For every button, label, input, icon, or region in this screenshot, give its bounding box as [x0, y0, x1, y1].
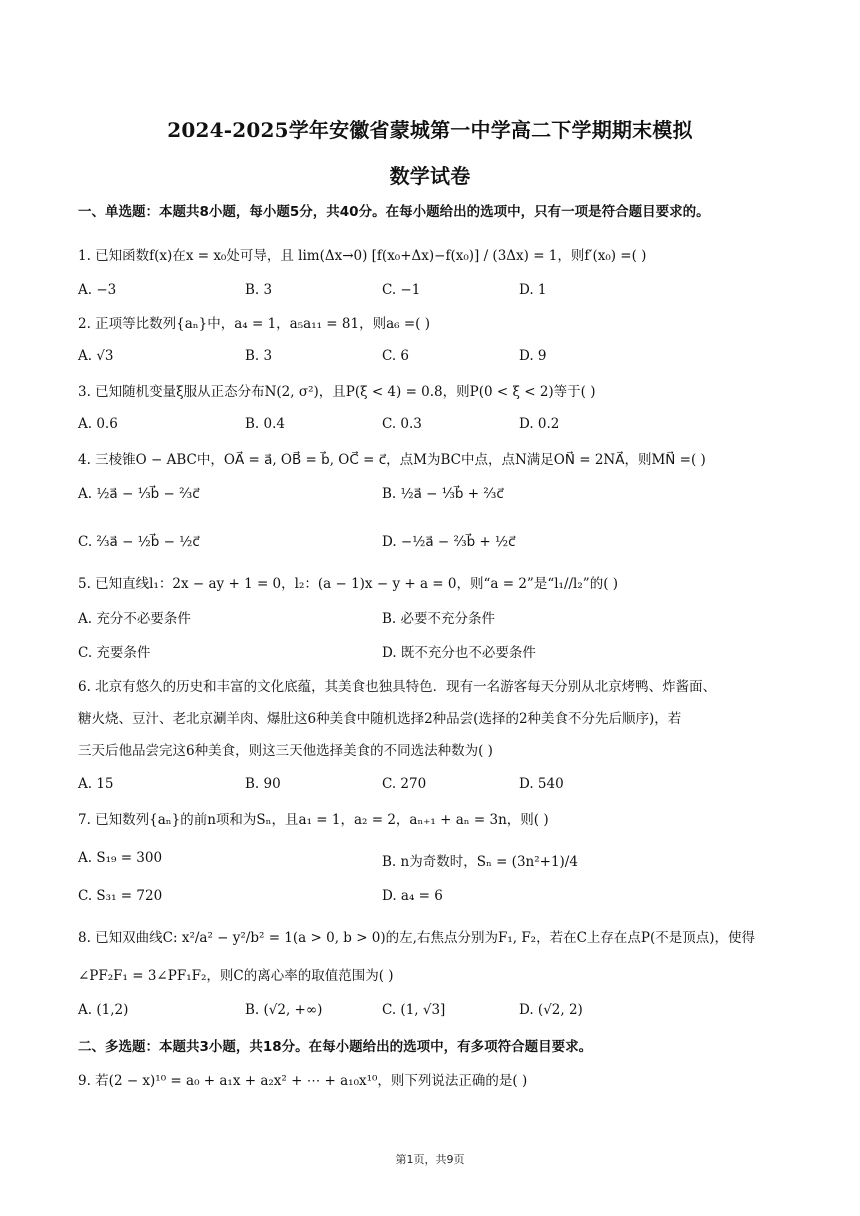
- question-5-options-row2: [78, 641, 793, 663]
- option-c: C. −1: [382, 282, 421, 298]
- option-d: D. 540: [519, 776, 564, 792]
- option-d: D. 0.2: [519, 416, 560, 432]
- option-d: D. 9: [519, 348, 547, 364]
- option-d: D. 1: [519, 282, 547, 298]
- question-6-stem-line-1: 6. 北京有悠久的历史和丰富的文化底蕴，其美食也独具特色．现有一名游客每天分别从北京烤鸭、炸酱面、: [78, 679, 717, 695]
- question-6-stem-line-2: 糖火烧、豆汁、老北京涮羊肉、爆肚这6种美食中随机选择2种品尝(选择的2种美食不分先后顺序)，若: [78, 711, 682, 727]
- question-4-stem: 4. 三棱锥O − ABC中，OA⃗ = a⃗, OB⃗ = b⃗, OC⃗ = c⃗，点M为BC中点，点N满足ON⃗ = 2NA⃗，则MN⃗ =( ): [78, 452, 706, 468]
- section-heading-multiple-choice: 二、多选题：本题共3小题，共18分。在每小题给出的选项中，有多项符合题目要求。: [78, 1039, 593, 1055]
- option-c: C. 充要条件: [78, 645, 151, 661]
- option-a: A. −3: [78, 282, 117, 298]
- option-d: D. −½a⃗ − ⅔b⃗ + ½c⃗: [382, 534, 516, 550]
- option-d: D. 既不充分也不必要条件: [382, 645, 536, 661]
- option-d: D. (√2, 2): [519, 1002, 583, 1018]
- page-title: 2024-2025学年安徽省蒙城第一中学高二下学期期末模拟: [167, 118, 693, 142]
- option-b: B. (√2, +∞): [245, 1002, 323, 1018]
- page-footer: 第1页，共9页: [395, 1153, 465, 1166]
- question-5-stem: 5. 已知直线l₁：2x − ay + 1 = 0，l₂：(a − 1)x − y + a = 0，则“a = 2”是“l₁//l₂”的( ): [78, 576, 619, 592]
- option-c: C. ⅔a⃗ − ½b⃗ − ½c⃗: [78, 534, 200, 550]
- question-8-stem-line-1: 8. 已知双曲线C: x²/a² − y²/b² = 1(a > 0, b > 0)的左,右焦点分别为F₁, F₂，若在C上存在点P(不是顶点)，使得: [78, 930, 756, 946]
- option-c: C. 6: [382, 348, 410, 364]
- option-c: C. (1, √3]: [382, 1002, 446, 1018]
- option-b: B. 3: [245, 348, 273, 364]
- question-7-options-row2: [78, 888, 793, 910]
- page-subtitle: 数学试卷: [389, 164, 471, 188]
- option-a: A. √3: [78, 348, 114, 364]
- option-b: B. 0.4: [245, 416, 285, 432]
- question-3-stem: 3. 已知随机变量ξ服从正态分布N(2, σ²)，且P(ξ < 4) = 0.8，则P(0 < ξ < 2)等于( ): [78, 384, 596, 400]
- question-4-options-row1: [78, 486, 793, 508]
- option-b: B. 3: [245, 282, 273, 298]
- question-2-stem: 2. 正项等比数列{aₙ}中，a₄ = 1，a₅a₁₁ = 81，则a₆ =( ): [78, 316, 430, 332]
- question-2-options: [78, 348, 793, 370]
- option-a: A. 充分不必要条件: [78, 611, 191, 627]
- question-8-stem-line-2: ∠PF₂F₁ = 3∠PF₁F₂，则C的离心率的取值范围为( ): [78, 968, 394, 984]
- option-c: C. S₃₁ = 720: [78, 888, 163, 904]
- option-c: C. 270: [382, 776, 427, 792]
- question-9-stem: 9. 若(2 − x)¹⁰ = a₀ + a₁x + a₂x² + ⋯ + a₁₀x¹⁰，则下列说法正确的是( ): [78, 1073, 528, 1089]
- option-a: A. (1,2): [78, 1002, 129, 1018]
- question-6-stem-line-3: 三天后他品尝完这6种美食，则这三天他选择美食的不同选法种数为( ): [78, 743, 493, 759]
- option-b: B. n为奇数时，Sₙ = (3n²+1)/4: [382, 854, 578, 870]
- option-a: A. S₁₉ = 300: [78, 850, 163, 866]
- question-1-stem: 1. 已知函数f(x)在x = x₀处可导，且 lim(Δx→0) [f(x₀+Δx)−f(x₀)] / (3Δx) = 1，则f′(x₀) =( ): [78, 248, 647, 264]
- question-7-stem: 7. 已知数列{aₙ}的前n项和为Sₙ，且a₁ = 1，a₂ = 2，aₙ₊₁ + aₙ = 3n，则( ): [78, 812, 549, 828]
- question-5-options-row1: [78, 607, 793, 629]
- option-a: A. 15: [78, 776, 114, 792]
- option-a: A. 0.6: [78, 416, 118, 432]
- question-1-options: [78, 282, 793, 304]
- option-d: D. a₄ = 6: [382, 888, 443, 904]
- question-7-options-row1: [78, 850, 793, 872]
- option-b: B. 必要不充分条件: [382, 611, 496, 627]
- option-c: C. 0.3: [382, 416, 422, 432]
- option-b: B. 90: [245, 776, 281, 792]
- question-3-options: [78, 416, 793, 438]
- question-4-options-row2: [78, 534, 793, 556]
- option-b: B. ½a⃗ − ⅓b⃗ + ⅔c⃗: [382, 486, 504, 502]
- question-8-options: [78, 1002, 793, 1024]
- section-heading-single-choice: 一、单选题：本题共8小题，每小题5分，共40分。在每小题给出的选项中，只有一项是符合题目要求的。: [78, 204, 710, 220]
- question-6-options: [78, 776, 793, 798]
- option-a: A. ½a⃗ − ⅓b⃗ − ⅔c⃗: [78, 486, 200, 502]
